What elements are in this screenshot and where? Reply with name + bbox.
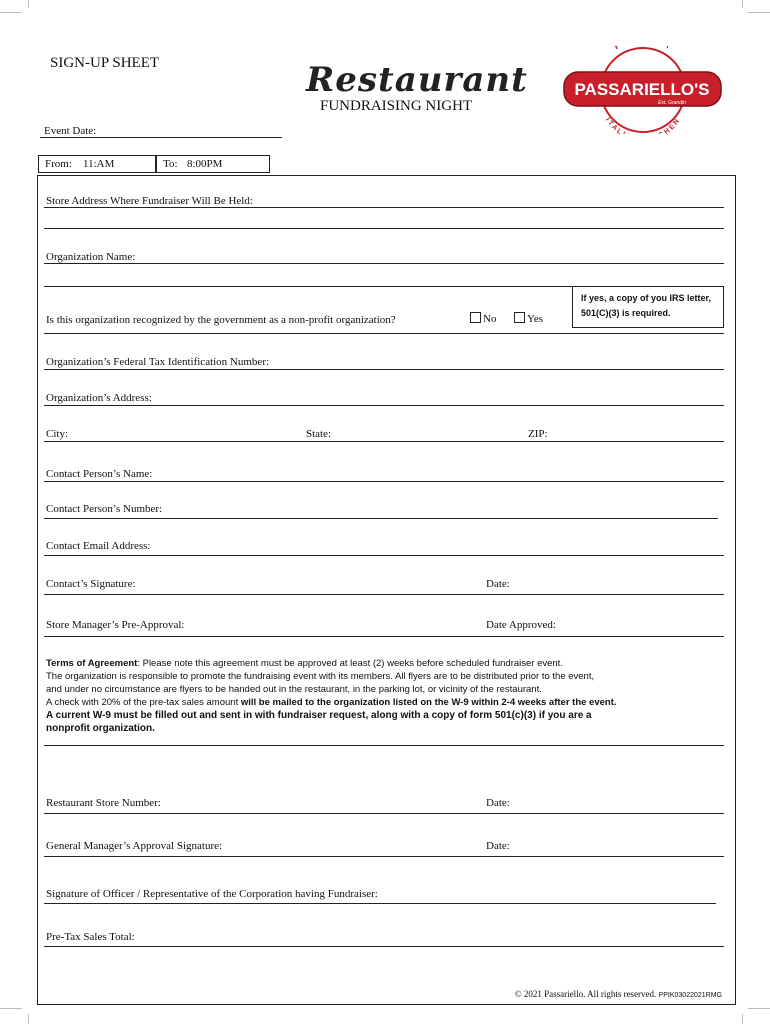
tax-id-line[interactable] — [44, 369, 724, 370]
script-title: Restaurant — [306, 60, 528, 100]
store-number-label: Restaurant Store Number: — [46, 797, 161, 809]
passariellos-logo — [560, 46, 725, 134]
state-label: State: — [306, 428, 332, 440]
from-value: 11:AM — [83, 158, 115, 170]
footer — [515, 989, 722, 999]
org-name-line-2[interactable] — [44, 286, 572, 287]
org-address-line[interactable] — [44, 405, 724, 406]
manager-preapproval-line[interactable] — [44, 636, 724, 637]
event-date-line[interactable] — [40, 137, 282, 138]
terms-line-6: nonprofit organization. — [46, 723, 155, 734]
terms-line-2: The organization is responsible to promote the fundraising event with its members. All flyers are to be distributed prior to the event, — [46, 671, 595, 682]
form-code: PPIK03022021RMG — [658, 992, 722, 999]
store-address-label: Store Address Where Fundraiser Will Be Held: — [46, 195, 253, 207]
store-address-line[interactable] — [44, 207, 724, 208]
copyright: © 2021 Passariello. All rights reserved. — [514, 989, 657, 999]
signup-title: SIGN-UP SHEET — [50, 55, 160, 71]
contact-signature-line[interactable] — [44, 594, 724, 595]
no-checkbox-box[interactable] — [470, 312, 481, 323]
from-field[interactable] — [38, 155, 156, 173]
contact-email-line[interactable] — [44, 555, 724, 556]
crop-mark — [28, 0, 29, 8]
nonprofit-line — [44, 333, 724, 334]
store-number-date-label: Date: — [486, 797, 510, 809]
contact-number-label: Contact Person’s Number: — [46, 503, 163, 515]
crop-mark — [742, 1014, 743, 1024]
gm-signature-label: General Manager’s Approval Signature: — [46, 840, 223, 852]
terms-line-4-bold: will be mailed to the organization listed on the W-9 within 2-4 weeks after the event. — [240, 697, 617, 708]
contact-name-label: Contact Person’s Name: — [46, 468, 153, 480]
to-field[interactable] — [156, 155, 270, 173]
gm-date-label: Date: — [486, 840, 510, 852]
logo-tagline: Est. Grandin — [658, 100, 686, 106]
terms-divider — [44, 745, 724, 746]
org-name-line[interactable] — [44, 263, 724, 264]
no-checkbox[interactable] — [470, 312, 496, 325]
crop-mark — [748, 12, 770, 13]
to-label: To: — [163, 158, 178, 170]
terms-line-4: A check with 20% of the pre-tax sales amount — [46, 697, 241, 708]
yes-checkbox[interactable] — [514, 312, 543, 325]
store-address-line-2[interactable] — [44, 228, 724, 229]
event-date-label: Event Date: — [44, 125, 97, 137]
fundraising-subtitle: FUNDRAISING NIGHT — [320, 98, 473, 114]
city-state-zip-line[interactable] — [44, 441, 724, 442]
crop-mark — [748, 1008, 770, 1009]
contact-date-label: Date: — [486, 578, 510, 590]
terms-line-1: : Please note this agreement must be approved at least (2) weeks before scheduled fundraiser event. — [137, 658, 563, 669]
gm-signature-line[interactable] — [44, 856, 724, 857]
crop-mark — [742, 0, 743, 8]
tax-id-label: Organization’s Federal Tax Identification Number: — [46, 356, 270, 368]
date-approved-label: Date Approved: — [486, 619, 556, 631]
contact-number-line[interactable] — [44, 518, 718, 519]
crop-mark — [0, 12, 22, 13]
from-label: From: — [45, 158, 72, 170]
manager-preapproval-label: Store Manager’s Pre-Approval: — [46, 619, 185, 631]
city-label: City: — [46, 428, 69, 440]
contact-email-label: Contact Email Address: — [46, 540, 151, 552]
org-name-label: Organization Name: — [46, 251, 136, 263]
officer-signature-line[interactable] — [44, 903, 716, 904]
no-label: No — [483, 313, 497, 325]
irs-note: If yes, a copy of you IRS letter, 501(C)(3) is required. — [581, 293, 712, 318]
yes-checkbox-box[interactable] — [514, 312, 525, 323]
logo-bottom-arc: ITAL HEN — [603, 116, 683, 134]
yes-label: Yes — [527, 313, 544, 325]
nonprofit-question: Is this organization recognized by the government as a non-profit organization? — [46, 314, 396, 326]
terms-line-5: A current W-9 must be filled out and sent in with fundraiser request, along with a copy of form 501(c)(3) if you are a — [46, 710, 592, 721]
crop-mark — [0, 1008, 22, 1009]
logo-name: PASSARIELLO'S — [574, 80, 710, 99]
pretax-total-line[interactable] — [44, 946, 724, 947]
contact-name-line[interactable] — [44, 481, 724, 482]
zip-label: ZIP: — [528, 428, 548, 440]
terms-heading: Terms of Agreement — [46, 658, 138, 669]
store-number-line[interactable] — [44, 813, 724, 814]
pretax-total-label: Pre-Tax Sales Total: — [46, 931, 135, 943]
org-address-label: Organization’s Address: — [46, 392, 152, 404]
irs-note-box — [572, 286, 724, 328]
to-value: 8:00PM — [187, 158, 223, 170]
officer-signature-label: Signature of Officer / Representative of the Corporation having Fundraiser: — [46, 888, 378, 900]
terms-line-3: and under no circumstance are flyers to be handed out in the restaurant, in the parking lot, or vicinity of the restaurant. — [46, 684, 542, 695]
terms-of-agreement — [46, 657, 730, 735]
contact-signature-label: Contact’s Signature: — [46, 578, 136, 590]
crop-mark — [28, 1014, 29, 1024]
